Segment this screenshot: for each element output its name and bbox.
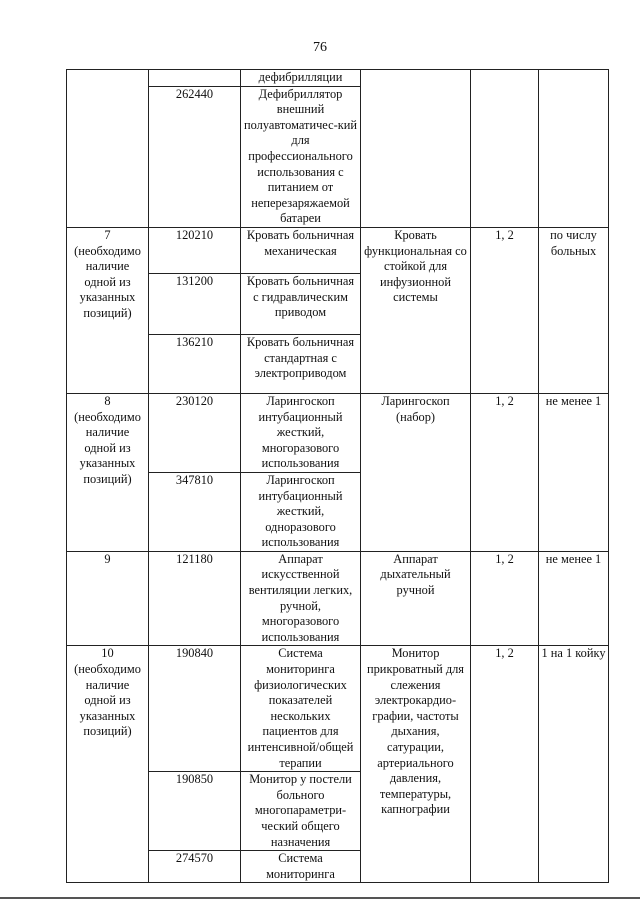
code-cell: 262440	[149, 86, 241, 227]
position-note: (необходимо наличие одной из указанных позиций)	[74, 409, 141, 486]
quantity-cell: по числу больных	[539, 227, 609, 393]
position-number: 10	[101, 646, 114, 661]
name-cell: Монитор у постели больного многопараметри-ческий общего назначения	[241, 772, 361, 851]
name-cell: Кровать больничная стандартная с электроприводом	[241, 334, 361, 393]
sections-cell: 1, 2	[471, 646, 539, 883]
code-cell: 136210	[149, 334, 241, 393]
code-cell: 230120	[149, 393, 241, 472]
name-cell: дефибрилляции	[241, 70, 361, 87]
number-cell	[67, 551, 149, 646]
description-cell: Ларингоскоп (набор)	[361, 393, 471, 551]
name-cell: Кровать больничная с гидравлическим приводом	[241, 273, 361, 334]
description-cell: Аппарат дыхательный ручной	[361, 551, 471, 646]
table-row	[67, 227, 609, 273]
description-cell	[361, 70, 471, 228]
page-number: 76	[313, 40, 327, 55]
quantity-cell: не менее 1	[539, 551, 609, 646]
name-cell: Аппарат искусственной вентиляции легких, ручной, многоразового использования	[241, 551, 361, 646]
position-note: (необходимо наличие одной из указанных позиций)	[74, 243, 141, 320]
table-row	[67, 70, 609, 87]
sections-cell	[471, 70, 539, 228]
sections-cell: 1, 2	[471, 551, 539, 646]
quantity-cell: 1 на 1 койку	[539, 646, 609, 883]
sections-cell: 1, 2	[471, 227, 539, 393]
code-cell: 190840	[149, 646, 241, 772]
table-row	[67, 551, 609, 646]
name-cell: Дефибриллятор внешний полуавтоматичес-кий для профессионального использования с питанием от неперезаряжаемой батареи	[241, 86, 361, 227]
number-cell	[67, 393, 149, 551]
page-edge-line	[0, 897, 640, 899]
code-cell: 274570	[149, 851, 241, 883]
position-number: 9	[104, 551, 111, 566]
table-row	[67, 646, 609, 772]
sections-cell: 1, 2	[471, 393, 539, 551]
number-cell	[67, 227, 149, 393]
number-cell	[67, 646, 149, 883]
name-cell: Кровать больничная механическая	[241, 227, 361, 273]
position-number: 8	[104, 393, 111, 408]
code-cell: 120210	[149, 227, 241, 273]
number-cell	[67, 70, 149, 228]
description-cell: Кровать функциональная со стойкой для инфузионной системы	[361, 227, 471, 393]
position-note: (необходимо наличие одной из указанных позиций)	[74, 662, 141, 739]
description-cell: Монитор прикроватный для слежения электрокардио-графии, частоты дыхания, сатурации, артериального давления, температуры, капнографии	[361, 646, 471, 883]
quantity-cell	[539, 70, 609, 228]
code-cell	[149, 70, 241, 87]
code-cell: 347810	[149, 472, 241, 551]
equipment-table	[66, 69, 609, 883]
name-cell: Ларингоскоп интубационный жесткий, многоразового использования	[241, 393, 361, 472]
code-cell: 131200	[149, 273, 241, 334]
position-number: 7	[104, 227, 111, 242]
quantity-cell: не менее 1	[539, 393, 609, 551]
code-cell: 190850	[149, 772, 241, 851]
name-cell: Система мониторинга физиологических показателей нескольких пациентов для интенсивной/общей терапии	[241, 646, 361, 772]
name-cell: Система мониторинга	[241, 851, 361, 883]
code-cell: 121180	[149, 551, 241, 646]
table-row	[67, 393, 609, 472]
name-cell: Ларингоскоп интубационный жесткий, одноразового использования	[241, 472, 361, 551]
